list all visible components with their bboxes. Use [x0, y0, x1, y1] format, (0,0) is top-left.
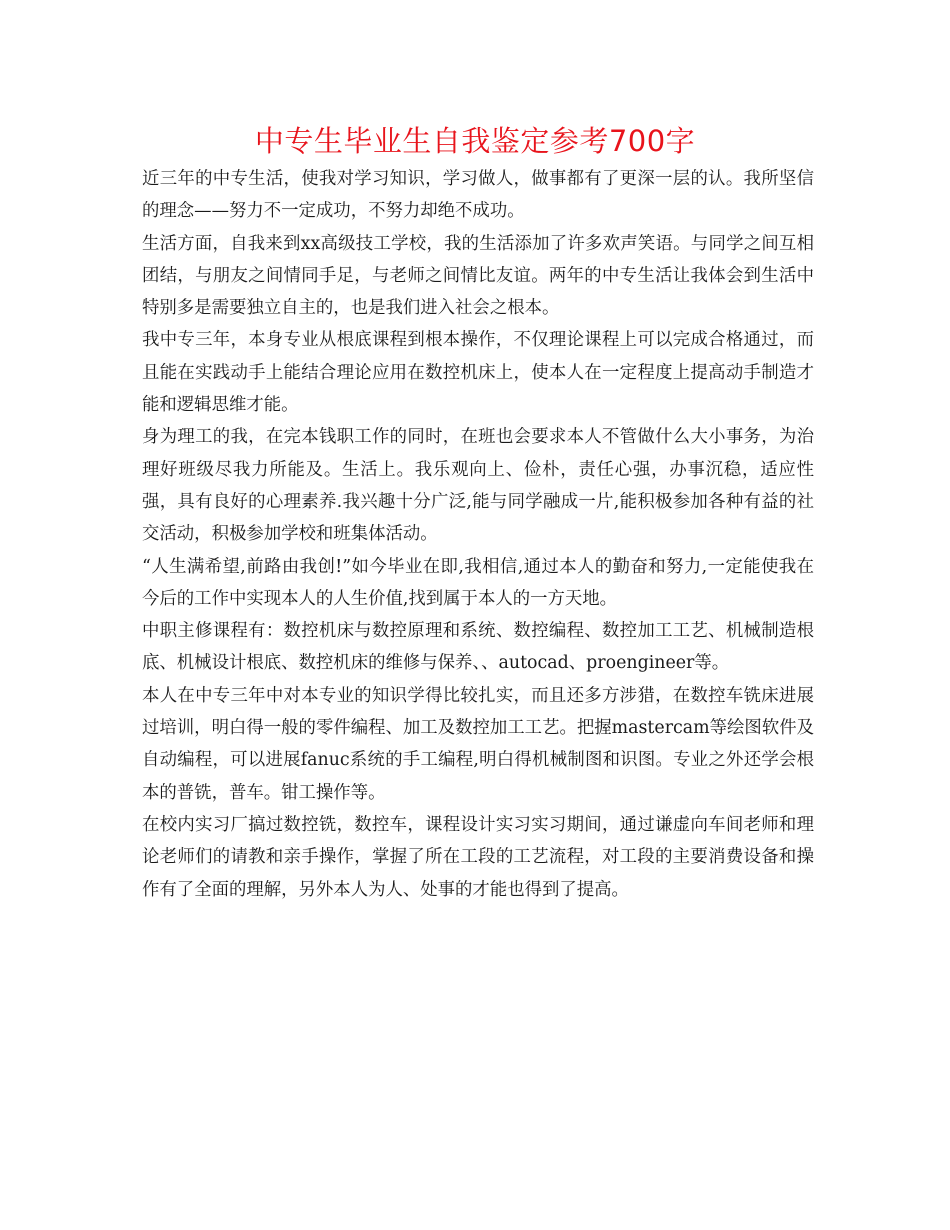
document-title: 中专生毕业生自我鉴定参考700字: [254, 124, 696, 158]
paragraph: “人生满希望,前路由我创!”如今毕业在即,我相信,通过本人的勤奋和努力,一定能使我在今后的工作中实现本人的人生价值,找到属于本人的一方天地。: [142, 556, 814, 609]
paragraph: 本人在中专三年中对本专业的知识学得比较扎实，而且还多方涉猎，在数控车铣床进展过培训，明白得一般的零件编程、加工及数控加工工艺。把握mastercam等绘图软件及自动编程，可以进展fanuc系统的手工编程,明白得机械制图和识图。专业之外还学会根本的普铣，普车。钳工操作等。: [142, 685, 814, 803]
paragraph: 生活方面，自我来到xx高级技工学校，我的生活添加了许多欢声笑语。与同学之间互相团结，与朋友之间情同手足，与老师之间情比友谊。两年的中专生活让我体会到生活中特别多是需要独立自主的，也是我们进入社会之根本。: [142, 233, 814, 319]
paragraph: 我中专三年，本身专业从根底课程到根本操作，不仅理论课程上可以完成合格通过，而且能在实践动手上能结合理论应用在数控机床上，使本人在一定程度上提高动手制造才能和逻辑思维才能。: [142, 330, 814, 416]
paragraph: 身为理工的我，在完本钱职工作的同时，在班也会要求本人不管做什么大小事务，为治理好班级尽我力所能及。生活上。我乐观向上、俭朴，责任心强，办事沉稳，适应性强，具有良好的心理素养.我兴趣十分广泛,能与同学融成一片,能积极参加各种有益的社交活动，积极参加学校和班集体活动。: [142, 427, 814, 545]
paragraph: 近三年的中专生活，使我对学习知识，学习做人，做事都有了更深一层的认。我所坚信的理念——努力不一定成功，不努力却绝不成功。: [142, 169, 814, 222]
paragraph: 在校内实习厂搞过数控铣，数控车，课程设计实习实习期间，通过谦虚向车间老师和理论老师们的请教和亲手操作，掌握了所在工段的工艺流程，对工段的主要消费设备和操作有了全面的理解，另外本人为人、处事的才能也得到了提高。: [142, 814, 814, 900]
document-body: [142, 163, 814, 906]
paragraph: 中职主修课程有：数控机床与数控原理和系统、数控编程、数控加工工艺、机械制造根底、机械设计根底、数控机床的维修与保养、、autocad、proengineer等。: [142, 621, 814, 674]
